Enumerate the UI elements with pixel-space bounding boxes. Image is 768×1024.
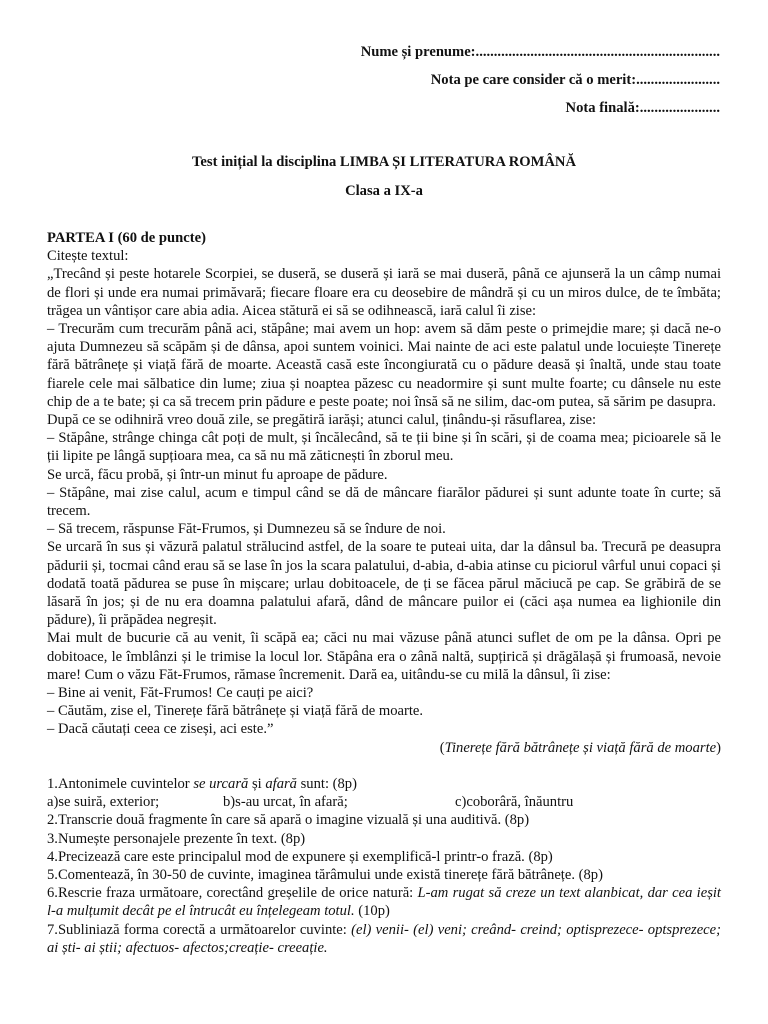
passage-paragraph: Mai mult de bucurie că au venit, îi scăpă ea; căci nu mai văzuse până atunci suflet de om pe la dânsa. Opri pe dobitoace, le îmblânzi și le trimise la locul lor. Stăpâna era o zână naltă, supțirică și drăgălașă și frumoasă, nevoie mare! Cum o văzu Făt-Frumos, rămase încremenit. Dară ea, uitându-se cu milă la dânsul, îi zise: [47, 630, 721, 683]
option-c: c)coborâră, înăuntru [455, 794, 574, 811]
passage-paragraph: – Stăpâne, strânge chinga cât poți de mult, și încălecând, să te ții bine și în scări, și de coama mea; picioarele să le ții lipite pe lângă supțioara mea, ca să nu mă zăticnești în zborul meu. [47, 430, 721, 465]
question-6: 6.Rescrie fraza următoare, corectând greșelile de orice natură: L-am rugat să creze un text alanbicat, dar cea ieșit l-a mulțumit decât pe el întrucât eu înțelegeam totul. (10p) [47, 885, 721, 920]
test-title: Test inițial la disciplina LIMBA ȘI LITERATURA ROMÂNĂ [192, 154, 576, 170]
passage-paragraph: Se urcă, făcu probă, și într-un minut fu aproape de pădure. [47, 466, 388, 483]
question-7: 7.Subliniază forma corectă a următoarelor cuvinte: (el) venii- (el) veni; creând- creind; optisprezece- optsprezece; ai ști- ai știi; afectuos- afectos;creație- creeație. [47, 921, 721, 956]
option-a: a)se suiră, exterior; [47, 794, 160, 811]
source-title: Tinerețe fără bătrânețe și viață fără de moarte [444, 739, 717, 756]
questions-list [47, 775, 721, 957]
final-grade-line: Nota finală:...................... [565, 100, 720, 116]
reading-passage [47, 265, 721, 738]
question-5: 5.Comentează, în 30-50 de cuvinte, imaginea tărâmului unde există tinerețe fără bătrânețe. (8p) [47, 866, 603, 883]
passage-paragraph: După ce se odihniră vreo două zile, se pregătiră iarăși; atunci calul, ținându-și răsuflarea, zise: [47, 412, 597, 429]
passage-paragraph: – Să trecem, răspunse Făt-Frumos, și Dumnezeu să se îndure de noi. [47, 521, 446, 538]
test-content [47, 229, 721, 957]
passage-paragraph: – Căutăm, zise el, Tinerețe fără bătrânețe și viață fără de moarte. [47, 703, 424, 720]
passage-paragraph: Se urcară în sus și văzură palatul strălucind astfel, de la soare te puteai uita, dar la dânsul ba. Trecură pe deasupra pădurii și, tocmai când erau să se lase în jos la scara palatului, d-abia, d-abia atinse cu piciorul vârful unui copaci și dodată toată pădurea se puse în mișcare; urlau dobitoacele, de ți se făcea părul măciucă pe cap. Se grăbiră de se lăsară în jos; și de nu era doamna palatului afară, dând de mâncare puilor ei (căci așa numea ea lighionile din pădure), îi prăpădea negreșit. [47, 539, 721, 629]
passage-paragraph: – Dacă căutați ceea ce ziseși, aci este.” [47, 721, 274, 738]
question-4: 4.Precizează care este principalul mod de expunere și exemplifică-l printr-o frază. (8p) [47, 848, 553, 865]
question-1-options [47, 793, 721, 811]
passage-paragraph: – Bine ai venit, Făt-Frumos! Ce cauți pe aici? [47, 685, 314, 702]
expected-grade-line: Nota pe care consider că o merit:....................... [430, 72, 720, 88]
passage-source: (Tinerețe fără bătrânețe și viață fără de moarte) [439, 739, 721, 756]
passage-paragraph: – Trecurăm cum trecurăm până aci, stăpâne; mai avem un hop: avem să dăm peste o primejdie mare; și dacă ne-o ajuta Dumnezeu să scăpăm și de dânsa, apoi suntem voinici. Mai nainte de aci este palatul unde locuiește Tinerețe fără bătrânețe și viață fără de moarte. Această casă este încongiurată cu o pădure deasă și înaltă, unde stau toate fiarele cele mai sălbatice din lume; ziua și noaptea păzesc cu neadormire și sunt multe foarte; cu dânsele nu este chip de a te bate; și ca să trecem prin pădure e peste poate; noi însă să ne silim, dac-om putea, să sărim pe dasupra. [47, 321, 721, 410]
passage-paragraph: – Stăpâne, mai zise calul, acum e timpul când se dă de mâncare fiarălor pădurei și sunt adunte toate în curte; să trecem. [47, 484, 721, 520]
option-b: b)s-au urcat, în afară; [223, 794, 348, 811]
part-heading: PARTEA I (60 de puncte) [47, 230, 206, 246]
class-title: Clasa a IX-a [345, 183, 423, 199]
reading-instruction: Citește textul: [47, 248, 129, 265]
question-3: 3.Numește personajele prezente în text. (8p) [47, 830, 306, 847]
question-1: 1.Antonimele cuvintelor se urcară și afară sunt: (8p) [47, 775, 357, 792]
passage-paragraph: „Trecând și peste hotarele Scorpiei, se duseră, se duseră și iară se mai duseră, până ce ajunseră la un câmp numai de flori și unde era numai primăvară; fiecare floare era cu deosebire de mândră și cu un miros dulce, de te îmbăta; trăgea un vântișor care abia adia. Aicea stătură ei să se odihnească, iară calul îi zise: [47, 266, 721, 319]
student-name-line: Nume și prenume:................................................................... [360, 44, 720, 60]
question-2: 2.Transcrie două fragmente în care să apară o imagine vizuală și una auditivă. (8p) [47, 812, 530, 829]
